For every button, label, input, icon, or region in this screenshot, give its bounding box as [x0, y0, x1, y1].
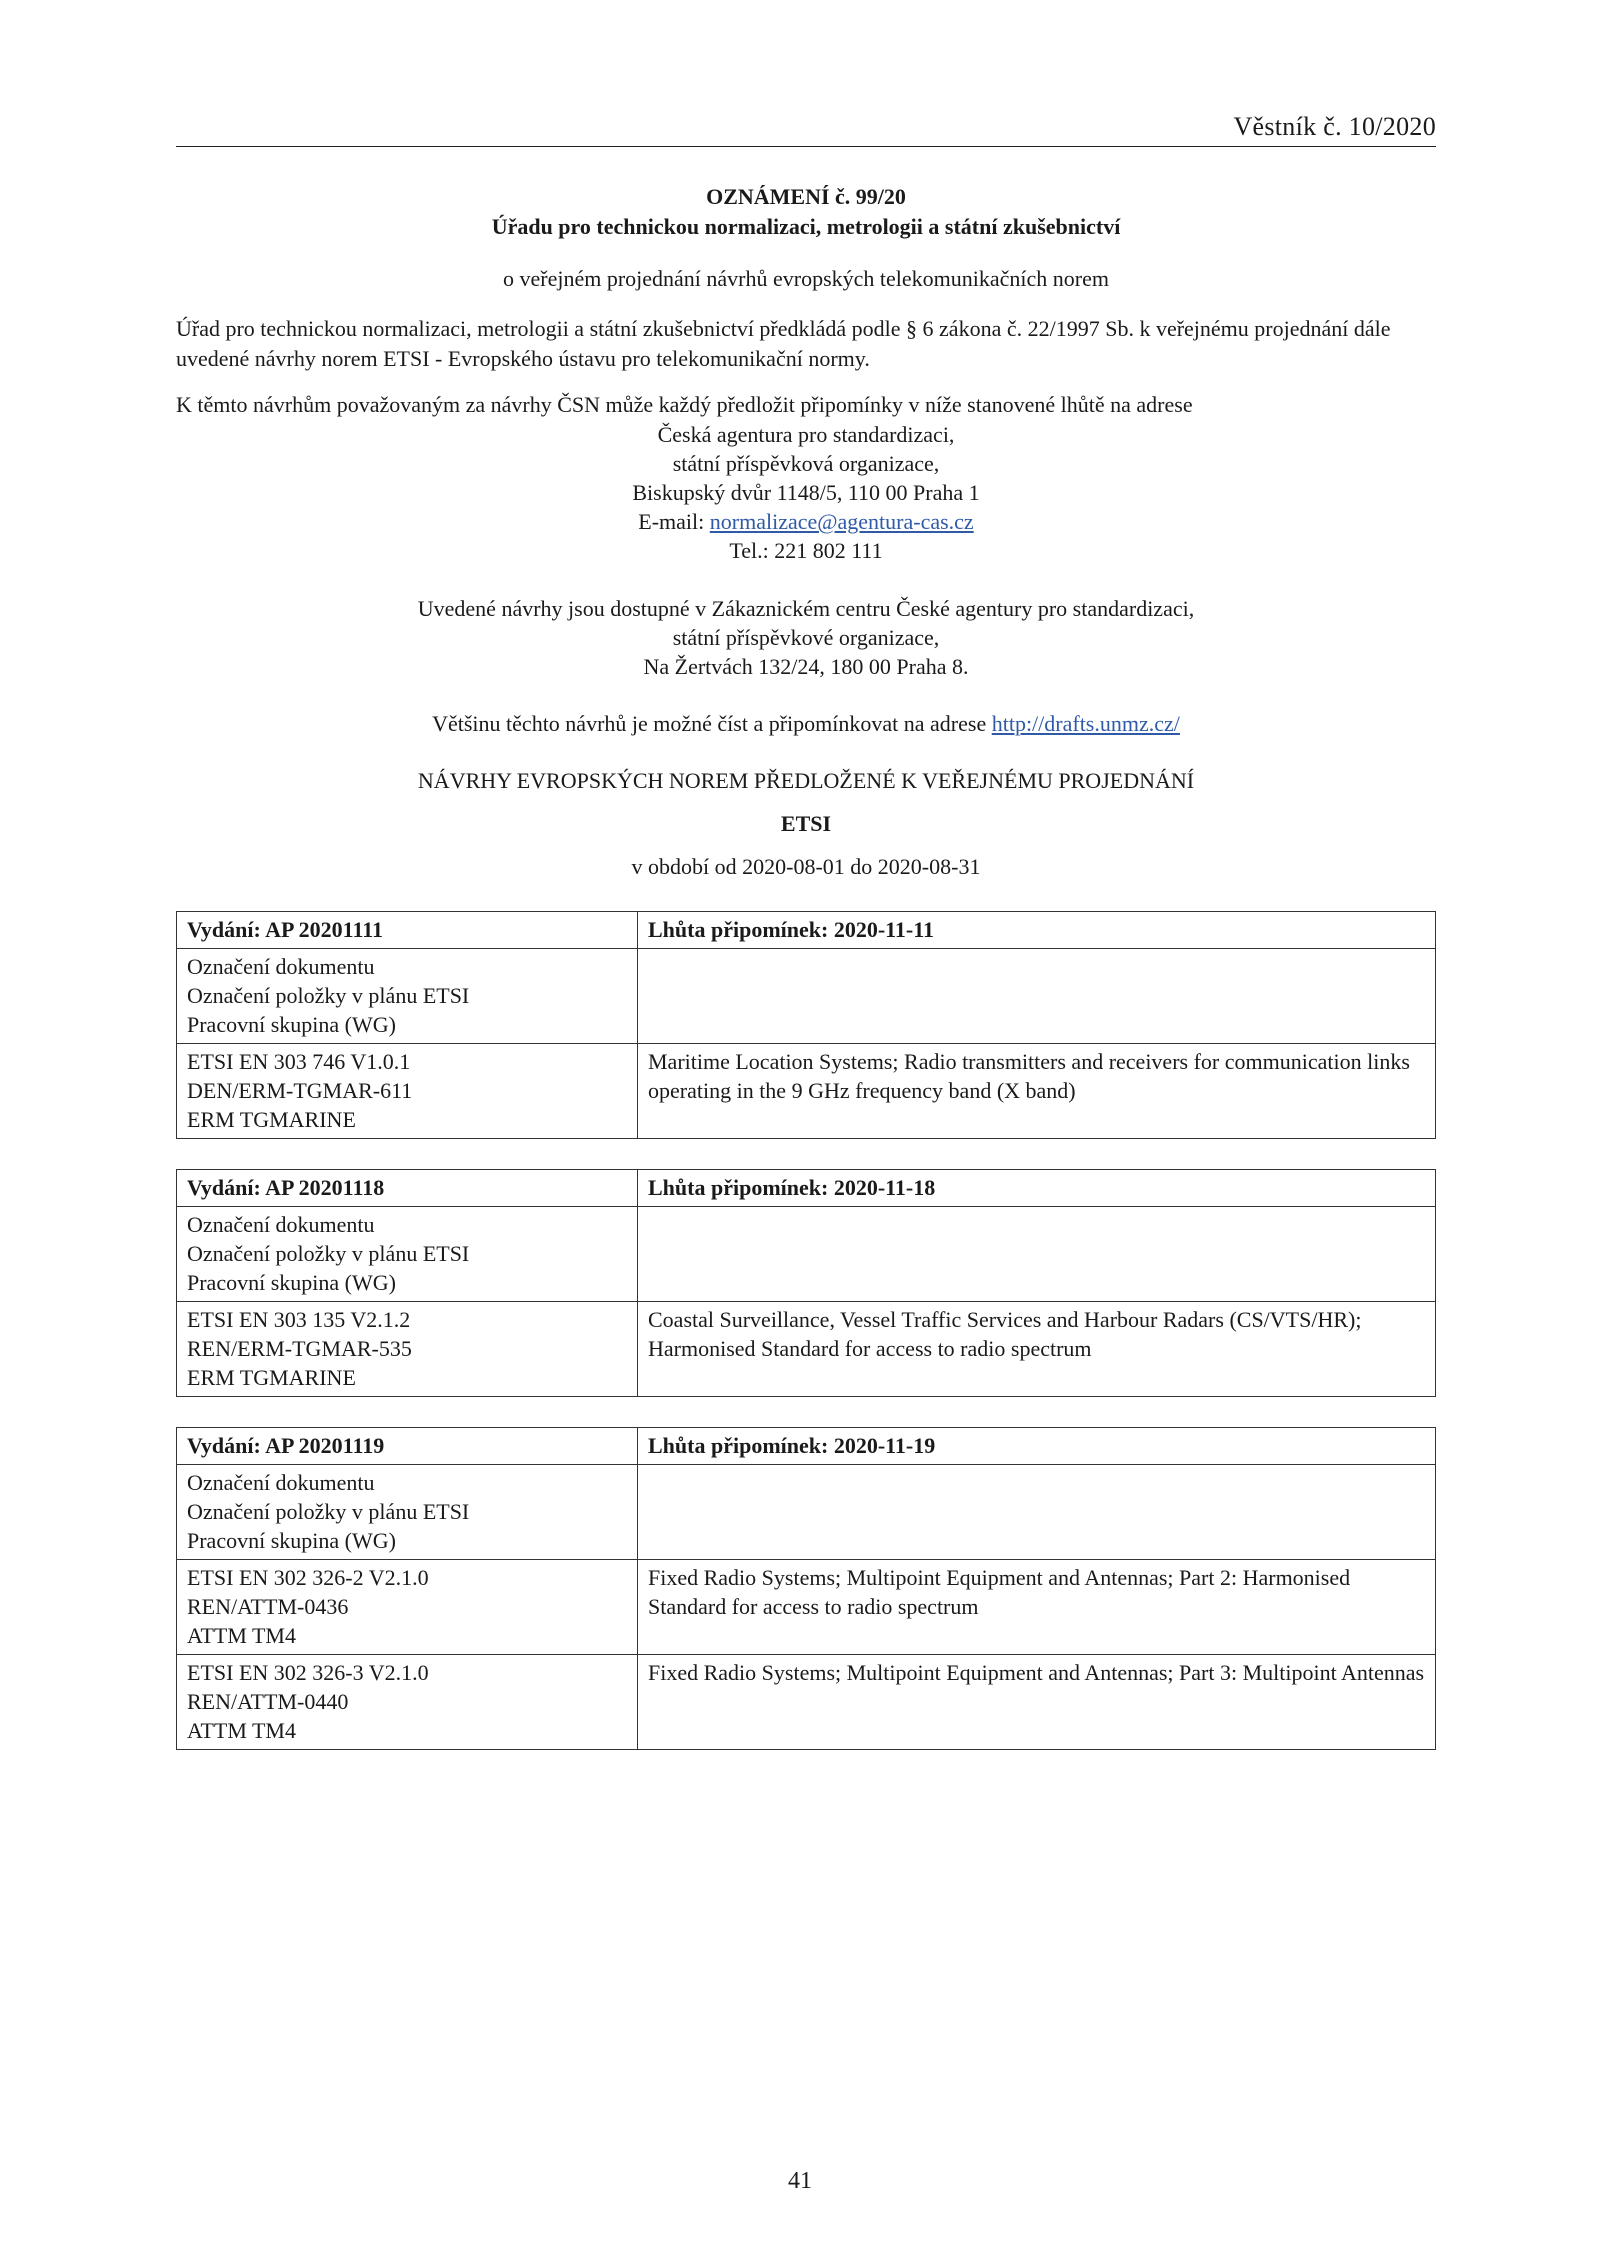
legend-empty-cell	[638, 1207, 1436, 1302]
period-line: v období od 2020-08-01 do 2020-08-31	[631, 854, 981, 879]
availability-line: Uvedené návrhy jsou dostupné v Zákaznickém centru České agentury pro standardizaci,	[417, 596, 1195, 621]
availability-line: státní příspěvkové organizace,	[672, 625, 940, 650]
header-divider	[176, 146, 1436, 147]
table-header-row	[177, 1428, 1436, 1465]
table-row	[177, 1655, 1436, 1750]
work-item: DEN/ERM-TGMAR-611	[187, 1078, 413, 1103]
comments-paragraph: K těmto návrhům považovaným za návrhy ČSN může každý předložit připomínky v níže stanovené lhůtě na adrese	[176, 392, 1193, 417]
issue-table	[176, 911, 1436, 1139]
issue-table	[176, 1169, 1436, 1397]
legend-cell	[177, 1465, 638, 1560]
legend-cell	[177, 949, 638, 1044]
table-header-row	[177, 1170, 1436, 1207]
reading-text: Většinu těchto návrhů je možné číst a připomínkovat na adrese	[432, 711, 992, 736]
bulletin-issue: Věstník č. 10/2020	[1233, 112, 1436, 141]
deadline-cell: Lhůta připomínek: 2020-11-11	[638, 912, 1436, 949]
document-ids-cell	[177, 1560, 638, 1655]
issue-cell: Vydání: AP 20201111	[177, 912, 638, 949]
address-line: státní příspěvková organizace,	[672, 451, 940, 476]
reading-line	[176, 709, 1436, 738]
table-header-row	[177, 912, 1436, 949]
page-number: 41	[788, 2168, 812, 2194]
work-item: REN/ATTM-0436	[187, 1594, 349, 1619]
drafts-heading: NÁVRHY EVROPSKÝCH NOREM PŘEDLOŽENÉ K VEŘEJNÉMU PROJEDNÁNÍ	[417, 768, 1195, 793]
issue-table	[176, 1427, 1436, 1750]
document-title: Maritime Location Systems; Radio transmitters and receivers for communication links operating in the 9 GHz frequency band (X band)	[638, 1044, 1436, 1139]
notice-issuer: Úřadu pro technickou normalizaci, metrologii a státní zkušebnictví	[491, 214, 1121, 239]
address-line: Biskupský dvůr 1148/5, 110 00 Praha 1	[632, 480, 980, 505]
legend-item: Označení položky v plánu ETSI	[187, 983, 470, 1008]
legend-empty-cell	[638, 949, 1436, 1044]
document-designation: ETSI EN 302 326-2 V2.1.0	[187, 1565, 429, 1590]
document-title: Coastal Surveillance, Vessel Traffic Services and Harbour Radars (CS/VTS/HR); Harmonised Standard for access to radio spectrum	[638, 1302, 1436, 1397]
availability-block	[176, 594, 1436, 681]
legend-doc: Označení dokumentu	[187, 1212, 375, 1237]
legend-empty-cell	[638, 1465, 1436, 1560]
working-group: ATTM TM4	[187, 1718, 296, 1743]
document-ids-cell	[177, 1044, 638, 1139]
intro-paragraph: Úřad pro technickou normalizaci, metrologii a státní zkušebnictví předkládá podle § 6 zákona č. 22/1997 Sb. k veřejnému projednání dále uvedené návrhy norem ETSI - Evropského ústavu pro telekomunikační normy.	[176, 316, 1391, 371]
legend-wg: Pracovní skupina (WG)	[187, 1270, 396, 1295]
legend-doc: Označení dokumentu	[187, 954, 375, 979]
address-line: Česká agentura pro standardizaci,	[657, 422, 955, 447]
work-item: REN/ATTM-0440	[187, 1689, 349, 1714]
document-designation: ETSI EN 302 326-3 V2.1.0	[187, 1660, 429, 1685]
working-group: ATTM TM4	[187, 1623, 296, 1648]
legend-wg: Pracovní skupina (WG)	[187, 1012, 396, 1037]
legend-doc: Označení dokumentu	[187, 1470, 375, 1495]
phone-line: Tel.: 221 802 111	[729, 538, 883, 563]
legend-cell	[177, 1207, 638, 1302]
page-content	[176, 182, 1436, 1750]
legend-item: Označení položky v plánu ETSI	[187, 1499, 470, 1524]
document-designation: ETSI EN 303 746 V1.0.1	[187, 1049, 411, 1074]
legend-row	[177, 1207, 1436, 1302]
legend-row	[177, 1465, 1436, 1560]
email-line	[176, 507, 1436, 536]
legend-item: Označení položky v plánu ETSI	[187, 1241, 470, 1266]
drafts-link[interactable]: http://drafts.unmz.cz/	[991, 711, 1180, 736]
document-designation: ETSI EN 303 135 V2.1.2	[187, 1307, 411, 1332]
deadline-cell: Lhůta připomínek: 2020-11-19	[638, 1428, 1436, 1465]
email-link[interactable]: normalizace@agentura-cas.cz	[709, 509, 974, 534]
notice-title	[176, 182, 1436, 242]
availability-line: Na Žertvách 132/24, 180 00 Praha 8.	[643, 654, 969, 679]
work-item: REN/ERM-TGMAR-535	[187, 1336, 412, 1361]
legend-row	[177, 949, 1436, 1044]
notice-subtitle: o veřejném projednání návrhů evropských telekomunikačních norem	[502, 266, 1110, 291]
deadline-cell: Lhůta připomínek: 2020-11-18	[638, 1170, 1436, 1207]
working-group: ERM TGMARINE	[187, 1107, 356, 1132]
legend-wg: Pracovní skupina (WG)	[187, 1528, 396, 1553]
document-ids-cell	[177, 1302, 638, 1397]
document-ids-cell	[177, 1655, 638, 1750]
address-block	[176, 420, 1436, 565]
table-row	[177, 1302, 1436, 1397]
table-row	[177, 1560, 1436, 1655]
organization-heading: ETSI	[780, 811, 832, 836]
email-label: E-mail:	[638, 509, 710, 534]
issue-cell: Vydání: AP 20201119	[177, 1428, 638, 1465]
working-group: ERM TGMARINE	[187, 1365, 356, 1390]
table-row	[177, 1044, 1436, 1139]
issue-cell: Vydání: AP 20201118	[177, 1170, 638, 1207]
document-title: Fixed Radio Systems; Multipoint Equipment and Antennas; Part 2: Harmonised Standard for access to radio spectrum	[638, 1560, 1436, 1655]
notice-number: OZNÁMENÍ č. 99/20	[706, 184, 906, 209]
document-title: Fixed Radio Systems; Multipoint Equipment and Antennas; Part 3: Multipoint Antennas	[638, 1655, 1436, 1750]
